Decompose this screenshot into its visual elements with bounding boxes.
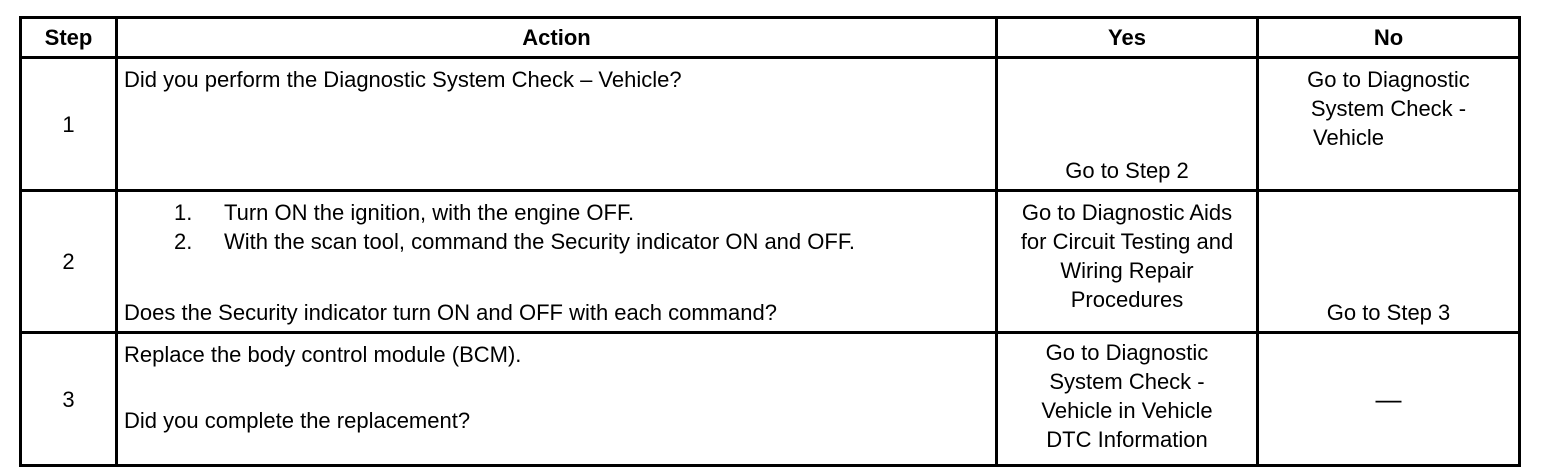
table-row bbox=[21, 333, 1520, 466]
step-number: 2 bbox=[21, 191, 117, 333]
header-no: No bbox=[1258, 18, 1520, 58]
yes-line: Vehicle in Vehicle bbox=[1041, 398, 1213, 423]
action-question: Did you complete the replacement? bbox=[124, 408, 471, 433]
list-text: Turn ON the ignition, with the engine OFF. bbox=[224, 200, 635, 225]
yes-line: Go to Diagnostic Aids bbox=[1021, 200, 1233, 225]
list-number: 2. bbox=[174, 229, 193, 254]
diagnostic-table bbox=[19, 16, 1521, 467]
yes-line: Wiring Repair bbox=[1060, 258, 1194, 283]
no-cell bbox=[1258, 58, 1520, 191]
yes-line: Go to Diagnostic bbox=[1045, 340, 1209, 365]
action-list-item bbox=[124, 227, 989, 256]
yes-cell bbox=[997, 333, 1258, 466]
step-number: 3 bbox=[21, 333, 117, 466]
action-text: Replace the body control module (BCM). bbox=[124, 342, 522, 367]
table-row bbox=[21, 191, 1520, 333]
action-cell bbox=[117, 333, 997, 466]
no-link[interactable]: Go to Step 3 bbox=[1326, 300, 1451, 325]
yes-link[interactable]: Go to Step 2 bbox=[1065, 158, 1189, 183]
no-cell bbox=[1258, 191, 1520, 333]
table-row bbox=[21, 58, 1520, 191]
step-number: 1 bbox=[21, 58, 117, 191]
action-text: Did you perform the Diagnostic System Check – Vehicle? bbox=[124, 67, 682, 92]
list-number: 1. bbox=[174, 200, 193, 225]
no-link[interactable] bbox=[1259, 59, 1518, 152]
action-question: Does the Security indicator turn ON and OFF with each command? bbox=[124, 300, 777, 325]
no-line: Go to Diagnostic bbox=[1307, 67, 1470, 92]
header-step: Step bbox=[21, 18, 117, 58]
yes-line: for Circuit Testing and bbox=[1020, 229, 1234, 254]
yes-line: DTC Information bbox=[1046, 427, 1208, 452]
action-cell bbox=[117, 58, 997, 191]
no-line: System Check - bbox=[1310, 96, 1467, 121]
action-list-item bbox=[124, 198, 989, 227]
yes-line: Procedures bbox=[1070, 287, 1184, 312]
header-row bbox=[21, 18, 1520, 58]
yes-cell bbox=[997, 191, 1258, 333]
yes-line: System Check - bbox=[1049, 369, 1205, 394]
list-text: With the scan tool, command the Security indicator ON and OFF. bbox=[224, 229, 855, 254]
no-line: Vehicle bbox=[1313, 125, 1384, 150]
header-yes: Yes bbox=[997, 18, 1258, 58]
header-action: Action bbox=[117, 18, 997, 58]
yes-cell bbox=[997, 58, 1258, 191]
no-dash: — bbox=[1258, 333, 1520, 466]
yes-link[interactable] bbox=[998, 192, 1256, 314]
action-cell bbox=[117, 191, 997, 333]
yes-link[interactable] bbox=[998, 334, 1256, 454]
